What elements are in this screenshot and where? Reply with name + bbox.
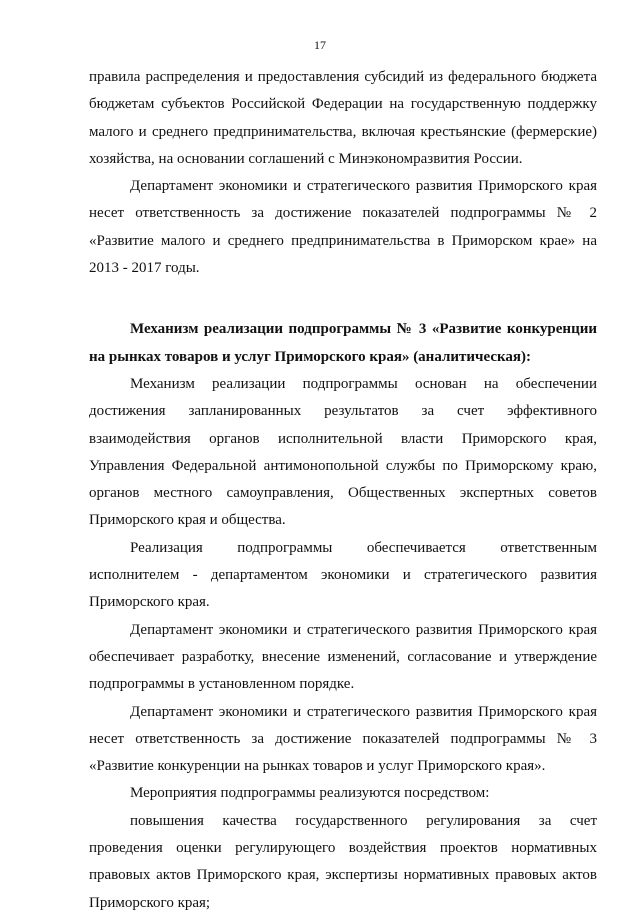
paragraph-measures-item: повышения качества государственного регулирования за счет проведения оценки регулирующего воздействия проектов нормативных правовых актов Приморского края, экспертизы нормативных правовых актов Приморского края; bbox=[89, 812, 597, 911]
section-heading: Механизм реализации подпрограммы № 3 «Развитие конкуренции на рынках товаров и услуг Приморского края» (аналитическая): bbox=[89, 321, 597, 365]
document-body bbox=[89, 64, 597, 917]
paragraph-mechanism: Механизм реализации подпрограммы основан на обеспечении достижения запланированных результатов за счет эффективного взаимодействия органов исполнительной власти Приморского края, Управления Федеральной антимонопольной службы по Приморскому краю, органов местного самоуправления, Общественных экспертных советов Приморского края и общества. bbox=[89, 375, 597, 529]
paragraph-measures-intro: Мероприятия подпрограммы реализуются посредством: bbox=[130, 785, 490, 802]
paragraph-responsibility-3: Департамент экономики и стратегического развития Приморского края несет ответственность за достижение показателей подпрограммы № 3 «Развитие конкуренции на рынках товаров и услуг Приморского края». bbox=[89, 703, 597, 775]
paragraph-implementation: Реализация подпрограммы обеспечивается ответственным исполнителем - департаментом экономики и стратегического развития Приморского края. bbox=[89, 539, 597, 611]
paragraph-subsidies: правила распределения и предоставления субсидий из федерального бюджета бюджетам субъектов Российской Федерации на государственную поддержку малого и среднего предпринимательства, включая крестьянские (фермерские) хозяйства, на основании соглашений с Минэкономразвития России. bbox=[89, 69, 597, 167]
page-number: 17 bbox=[314, 38, 326, 52]
paragraph-responsibility-2: Департамент экономики и стратегического развития Приморского края несет ответственность за достижение показателей подпрограммы № 2 «Развитие малого и среднего предпринимательства в Приморском крае» на 2013 - 2017 годы. bbox=[89, 178, 597, 277]
paragraph-development: Департамент экономики и стратегического развития Приморского края обеспечивает разработку, внесение изменений, согласование и утверждение подпрограммы в установленном порядке. bbox=[89, 621, 597, 693]
